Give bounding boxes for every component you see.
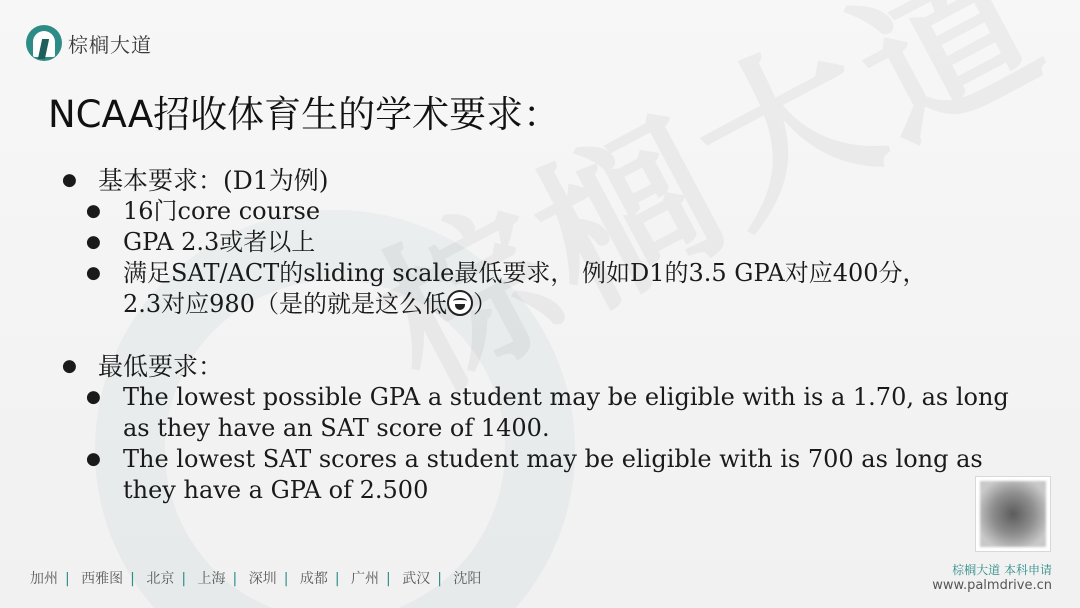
section-heading-minimum: ● 最低要求： bbox=[62, 351, 1042, 382]
list-item-line2: 2.3对应980（是的就是这么低 bbox=[123, 290, 447, 318]
brand-signature bbox=[932, 563, 1052, 595]
footer-city: 加州 bbox=[30, 571, 58, 587]
logo-text: 棕榈大道 bbox=[68, 32, 152, 57]
list-item: ● The lowest possible GPA a student may be eligible with is a 1.70, as long as they have an SAT score of 1400. bbox=[62, 382, 1042, 444]
qr-code bbox=[975, 476, 1051, 552]
list-item bbox=[62, 258, 1042, 320]
logo bbox=[26, 24, 152, 62]
footer-city: 成都 bbox=[299, 571, 328, 587]
palm-logo-icon bbox=[26, 25, 62, 61]
footer-city: 广州 bbox=[351, 571, 380, 587]
brand-url: www.palmdrive.cn bbox=[932, 578, 1052, 593]
section-heading-basic: ● 基本要求：(D1为例) bbox=[62, 165, 1042, 196]
laughing-face-icon bbox=[447, 290, 473, 316]
list-item: ● 16门core course bbox=[62, 196, 1042, 227]
footer-cities: 加州 | 西雅图 | 北京 | 上海 | 深圳 | 成都 | 广州 | 武汉 | 沈阳 bbox=[30, 571, 482, 587]
list-item: ● GPA 2.3或者以上 bbox=[62, 227, 1042, 258]
brand-cn: 棕榈大道 本科申请 bbox=[952, 563, 1052, 577]
list-item-line1: 满足SAT/ACT的sliding scale最低要求， 例如D1的3.5 GPA对应400分， bbox=[123, 259, 927, 287]
list-item: ● The lowest SAT scores a student may be eligible with is 700 as long as they have a GPA of 2.500 bbox=[62, 444, 1042, 506]
footer-city: 上海 bbox=[197, 571, 226, 587]
footer-city: 西雅图 bbox=[81, 571, 124, 587]
footer-city: 沈阳 bbox=[453, 571, 482, 587]
page-title: NCAA招收体育生的学术要求： bbox=[48, 93, 561, 136]
footer-city: 深圳 bbox=[248, 571, 277, 587]
qr-code-image bbox=[980, 481, 1046, 547]
list-item-close: ） bbox=[472, 290, 497, 318]
content bbox=[62, 165, 1042, 506]
footer-city: 武汉 bbox=[402, 571, 431, 587]
footer-city: 北京 bbox=[146, 571, 175, 587]
